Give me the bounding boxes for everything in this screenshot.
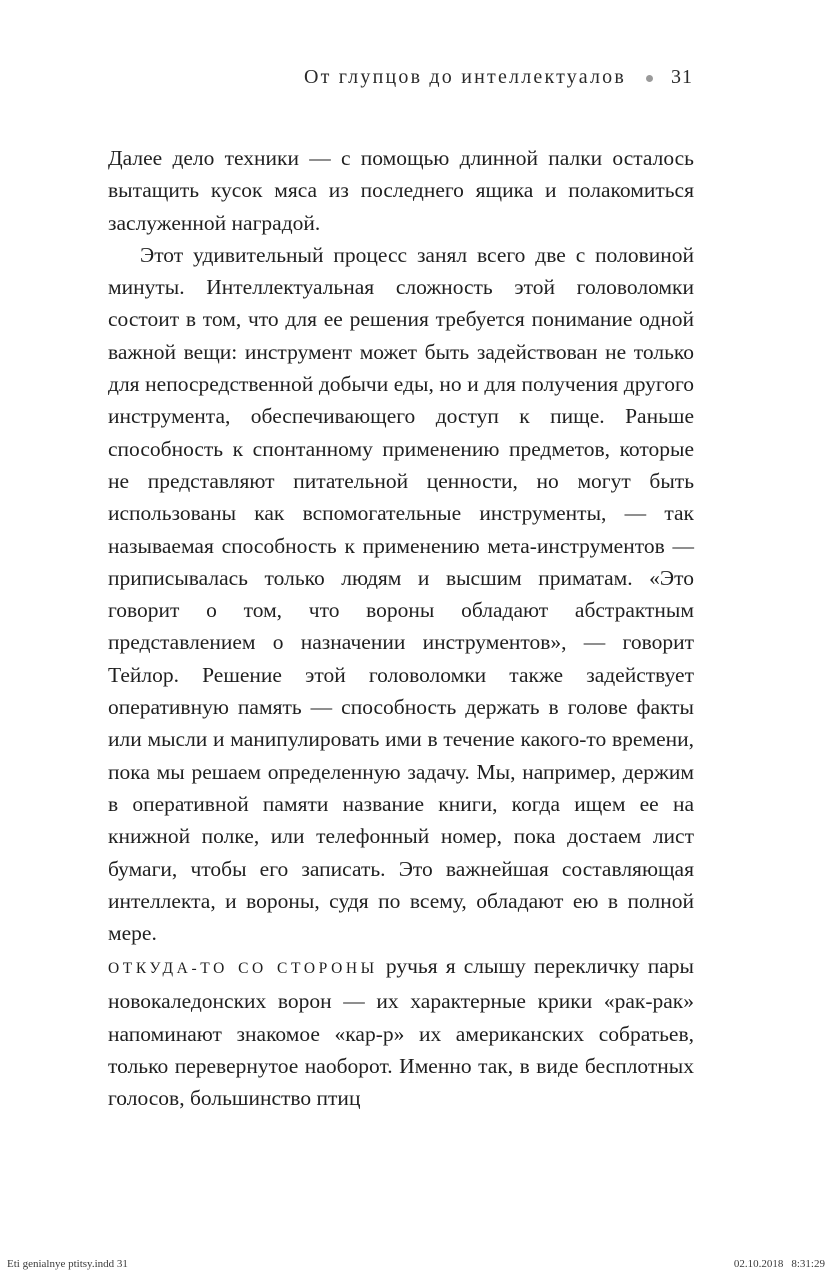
section-text-block [108, 950, 694, 1114]
slug-date: 02.10.2018 [733, 1258, 784, 1270]
paragraph-continuation: Далее дело техники — с помощью длинной палки осталось вытащить кусок мяса из последнего ящика и полакомиться заслуженной наградой. [108, 146, 694, 235]
print-slug-file: Eti genialnye ptitsy.indd 31 [7, 1258, 128, 1270]
slug-time: 8:31:29 [791, 1258, 825, 1270]
section-lead-in: ОТКУДА-ТО СО СТОРОНЫ [108, 960, 378, 977]
running-title: От глупцов до интеллектуалов [304, 66, 626, 88]
print-slug-timestamp [734, 1258, 825, 1270]
body-text-block [108, 142, 694, 949]
section-paragraph-text: ручья я слышу перекличку пары новокаледонских ворон — их характерные крики «рак-рак» напоминают знакомое «кар-р» их американских собратьев, только перевернутое наоборот. Именно так, в виде бесплотных голосов, большинство птиц [108, 954, 695, 1111]
page-number: 31 [671, 66, 693, 88]
paragraph-main: Этот удивительный процесс занял всего две с половиной минуты. Интеллектуальная сложность этой головоломки состоит в том, что для ее решения требуется понимание одной важной вещи: инструмент может быть задействован не только для непосредственной добычи еды, но и для получения другого инструмента, обеспечивающего доступ к пище. Раньше способность к спонтанному применению предметов, которые не представляют питательной ценности, но могут быть использованы как вспомогательные инструменты, — так называемая способность к применению мета-инструментов — приписывалась только людям и высшим приматам. «Это говорит о том, что вороны обладают абстрактным представлением о назначении инструментов», — говорит Тейлор. Решение этой головоломки также задействует оперативную память — способность держать в голове факты или мысли и манипулировать ими в течение какого-то времени, пока мы решаем определенную задачу. Мы, например, держим в оперативной памяти название книги, когда ищем ее на книжной полке, или телефонный номер, пока достаем лист бумаги, чтобы его записать. Это важнейшая составляющая интеллекта, и вороны, судя по всему, обладают ею в полной мере. [108, 242, 694, 946]
bullet-separator [646, 75, 653, 82]
running-head [304, 66, 693, 89]
section-paragraph [108, 950, 694, 1114]
